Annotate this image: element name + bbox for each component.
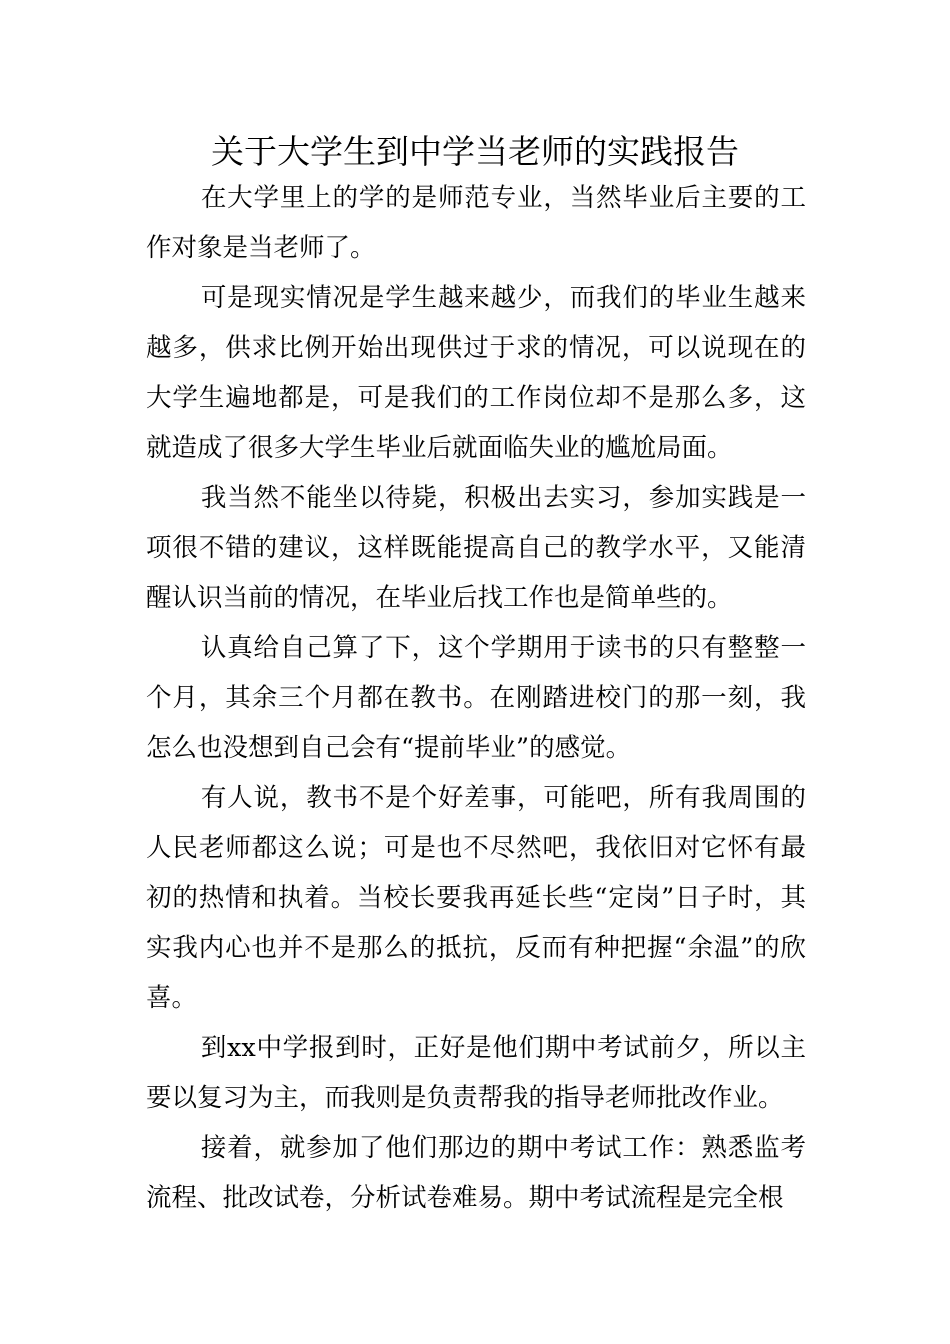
- paragraph: 可是现实情况是学生越来越少，而我们的毕业生越来越多，供求比例开始出现供过于求的情况，可以说现在的大学生遍地都是，可是我们的工作岗位却不是那么多，这就造成了很多大学生毕业后就面临失业的尴尬局面。: [146, 283, 806, 463]
- paragraph: 接着，就参加了他们那边的期中考试工作：熟悉监考流程、批改试卷，分析试卷难易。期中考试流程是完全根: [146, 1133, 806, 1213]
- document-title: 关于大学生到中学当老师的实践报告: [211, 132, 739, 171]
- paragraph: 有人说，教书不是个好差事，可能吧，所有我周围的人民老师都这么说；可是也不尽然吧，我依旧对它怀有最初的热情和执着。当校长要我再延长些“定岗”日子时，其实我内心也并不是那么的抵抗，反而有种把握“余温”的欣喜。: [146, 783, 806, 1013]
- paragraph: 到xx中学报到时，正好是他们期中考试前夕，所以主要以复习为主，而我则是负责帮我的指导老师批改作业。: [146, 1033, 806, 1113]
- paragraph: 认真给自己算了下，这个学期用于读书的只有整整一个月，其余三个月都在教书。在刚踏进校门的那一刻，我怎么也没想到自己会有“提前毕业”的感觉。: [146, 633, 806, 763]
- paragraph: 在大学里上的学的是师范专业，当然毕业后主要的工作对象是当老师了。: [146, 183, 806, 263]
- document-body: [146, 173, 806, 1223]
- paragraph: 我当然不能坐以待毙，积极出去实习，参加实践是一项很不错的建议，这样既能提高自己的教学水平，又能清醒认识当前的情况，在毕业后找工作也是简单些的。: [146, 483, 806, 613]
